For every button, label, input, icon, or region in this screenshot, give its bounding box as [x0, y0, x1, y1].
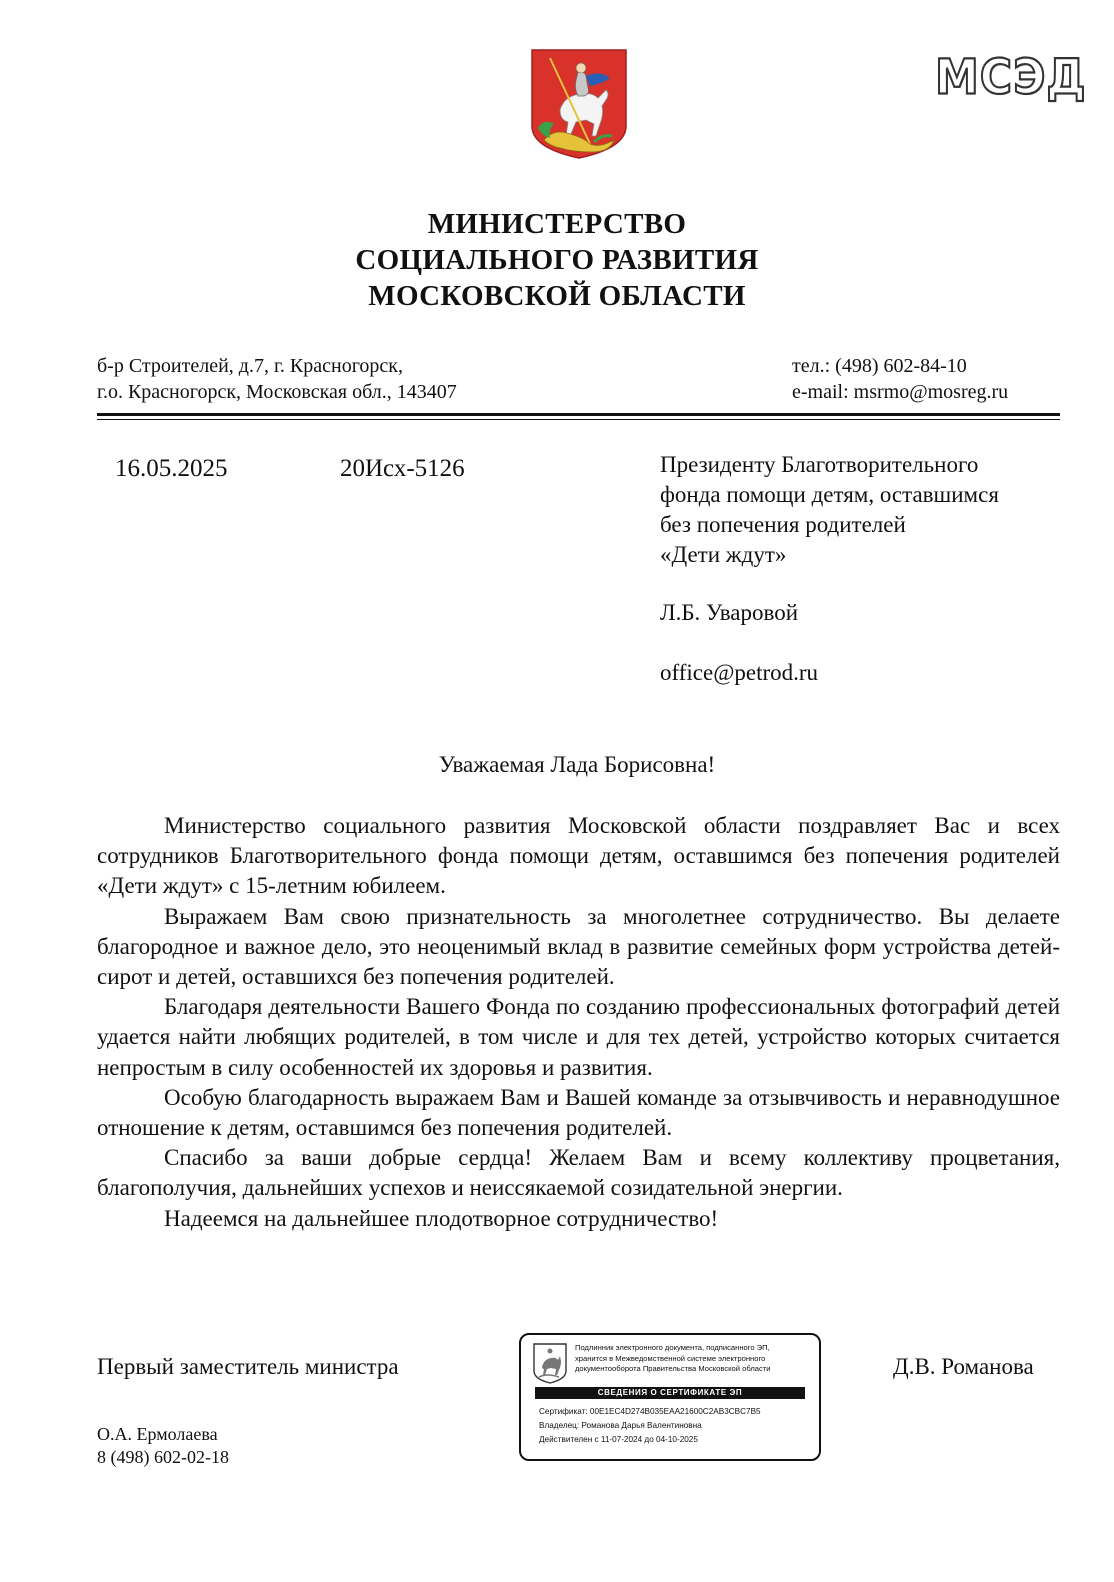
stamp-certificate: Сертификат: 00E1EC4D274B035EAA21600C2AB3CBC7B5 [539, 1407, 761, 1416]
ministry-phone: тел.: (498) 602-84-10 [792, 355, 967, 377]
ministry-address [97, 353, 457, 405]
stamp-validity: Действителен с 11-07-2024 до 04-10-2025 [539, 1435, 698, 1444]
addressee-line: Президенту Благотворительного [660, 452, 979, 477]
body-paragraph: Министерство социального развития Московской области поздравляет Вас и всех сотрудников Благотворительного фонда помощи детям, оставшимся без попечения родителей «Дети ждут» с 15-летним юбилеем. [97, 813, 1060, 899]
moscow-oblast-coat-of-arms-icon [530, 48, 628, 160]
address-line: г.о. Красногорск, Московская обл., 143407 [97, 381, 457, 403]
stamp-info-line: хранится в Межведомственной системе электронного [575, 1353, 766, 1363]
addressee-line: без попечения родителей [660, 512, 906, 537]
electronic-signature-stamp [519, 1333, 821, 1461]
addressee-line: фонда помощи детям, оставшимся [660, 482, 999, 507]
stamp-owner: Владелец: Романова Дарья Валентиновна [539, 1421, 702, 1430]
ministry-title-line: МОСКОВСКОЙ ОБЛАСТИ [368, 280, 746, 312]
stamp-info-line: Подлинник электронного документа, подписанного ЭП, [575, 1343, 770, 1352]
document-date: 16.05.2025 [115, 455, 228, 482]
stamp-details [539, 1405, 809, 1447]
ministry-email: e-mail: msrmo@mosreg.ru [792, 381, 1009, 403]
stamp-info-line: документооборота Правительства Московской области [575, 1364, 771, 1373]
registration-number: 20Исх-5126 [340, 455, 465, 482]
signatory-name: Д.В. Романова [893, 1354, 1034, 1379]
body-paragraph: Выражаем Вам свою признательность за многолетнее сотрудничество. Вы делаете благородное и важное дело, это неоценимый вклад в развитие семейных форм устройства детей-сирот и детей, оставшихся без попечения родителей. [97, 903, 1060, 990]
letter-body [97, 811, 1060, 1234]
stamp-header: СВЕДЕНИЯ О СЕРТИФИКАТЕ ЭП [535, 1387, 805, 1399]
ministry-title-line: МИНИСТЕРСТВО [427, 208, 687, 240]
body-paragraph: Надеемся на дальнейшее плодотворное сотрудничество! [164, 1205, 719, 1231]
signatory-position: Первый заместитель министра [97, 1354, 399, 1379]
executor-phone: 8 (498) 602-02-18 [97, 1447, 229, 1467]
executor-name: О.А. Ермолаева [97, 1424, 218, 1444]
stamp-info [575, 1343, 815, 1375]
body-paragraph: Спасибо за ваши добрые сердца! Желаем Вам и всему коллективу процветания, благополучия, дальнейших успехов и неиссякаемой созидательной энергии. [97, 1145, 1060, 1201]
msed-logo: МСЭД [935, 49, 1087, 106]
addressee-block [660, 450, 999, 570]
body-paragraph: Особую благодарность выражаем Вам и Вашей команде за отзывчивость и неравнодушное отношение к детям, оставшимся без попечения родителей. [97, 1084, 1060, 1141]
addressee-line: «Дети ждут» [660, 542, 787, 567]
government-emblem-icon [531, 1341, 569, 1385]
recipient-email: office@petrod.ru [660, 660, 819, 685]
executor-block [97, 1423, 229, 1469]
address-line: б-р Строителей, д.7, г. Красногорск, [97, 355, 403, 377]
recipient-name: Л.Б. Уваровой [660, 600, 799, 625]
ministry-title [0, 206, 1114, 314]
header-divider [97, 413, 1060, 416]
body-paragraph: Благодаря деятельности Вашего Фонда по созданию профессиональных фотографий детей удается найти любящих родителей, в том числе и для тех детей, устройство которых считается непростым в силу особенностей их здоровья и развития. [97, 994, 1060, 1080]
ministry-title-line: СОЦИАЛЬНОГО РАЗВИТИЯ [355, 244, 759, 276]
ministry-contacts [792, 353, 1008, 405]
header-divider-thin [97, 419, 1060, 420]
salutation: Уважаемая Лада Борисовна! [438, 752, 716, 777]
